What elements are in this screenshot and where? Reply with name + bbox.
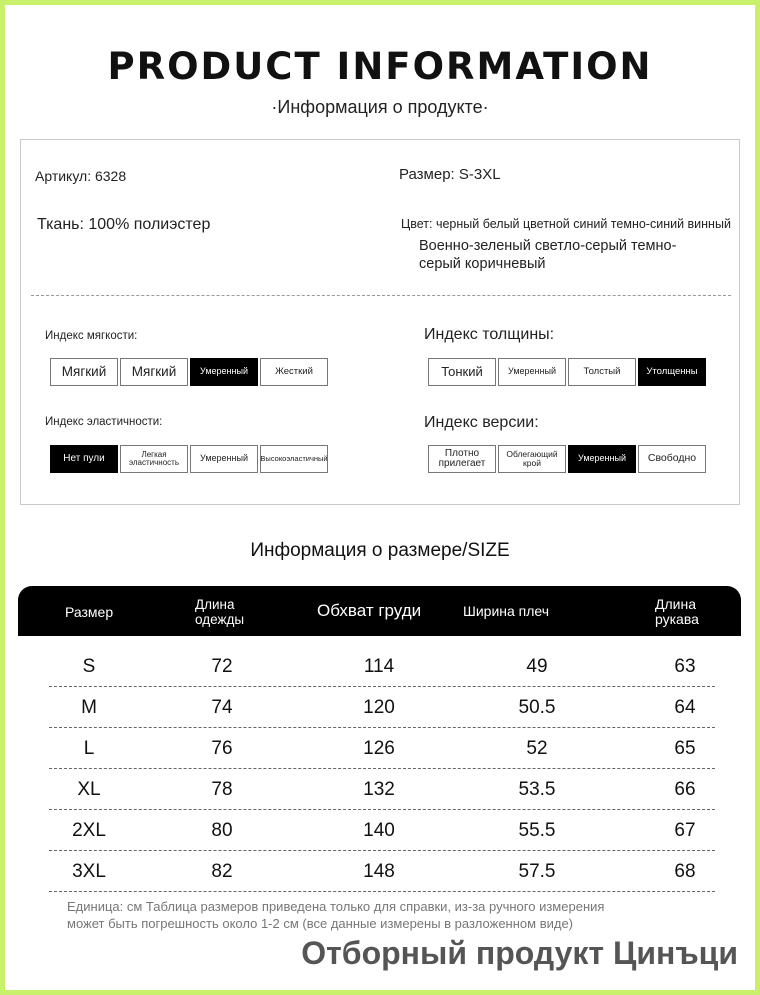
divider xyxy=(31,295,731,296)
size-range: Размер: S-3XL xyxy=(399,166,501,183)
elasticity-option-high: Высокоэластичный xyxy=(260,445,328,473)
table-row xyxy=(49,728,715,769)
cell-shoulder: 50.5 xyxy=(518,697,556,718)
table-row xyxy=(49,810,715,851)
softness-index-scale xyxy=(50,358,328,386)
brand-slogan: Отборный продукт Цинъци xyxy=(301,935,738,971)
cell-chest: 114 xyxy=(363,656,395,677)
fabric: Ткань: 100% полиэстер xyxy=(37,216,211,233)
cell-shoulder: 49 xyxy=(526,656,548,677)
cell-size: XL xyxy=(77,779,101,800)
cell-chest: 126 xyxy=(363,738,395,759)
note-line-2: может быть погрешность около 1-2 см (все данные измерены в разложенном виде) xyxy=(67,916,574,931)
softness-option-soft-2: Мягкий xyxy=(120,358,188,386)
thickness-option-thin: Тонкий xyxy=(428,358,496,386)
cell-length: 74 xyxy=(211,697,233,718)
cell-shoulder: 57.5 xyxy=(518,861,556,882)
cell-sleeve: 63 xyxy=(674,656,696,677)
fit-option-slim: Облегающий крой xyxy=(498,445,566,473)
colors-continued-2: серый коричневый xyxy=(419,256,546,272)
page-title: PRODUCT INFORMATION xyxy=(107,45,653,88)
softness-index-label: Индекс мягкости: xyxy=(45,330,138,342)
cell-chest: 132 xyxy=(363,779,395,800)
cell-sleeve: 64 xyxy=(674,697,696,718)
colors-label: Цвет: черный белый цветной синий темно-синий винный xyxy=(401,217,731,231)
table-row xyxy=(49,851,715,892)
cell-sleeve: 67 xyxy=(674,820,696,841)
header-chest: Обхват груди xyxy=(317,601,422,620)
cell-size: L xyxy=(83,738,95,759)
cell-length: 78 xyxy=(211,779,233,800)
thickness-index-label: Индекс толщины: xyxy=(424,326,555,343)
size-table-header xyxy=(18,586,741,636)
page-subtitle: ·Информация о продукте· xyxy=(271,97,489,117)
cell-length: 76 xyxy=(211,738,233,759)
cell-sleeve: 65 xyxy=(674,738,696,759)
thickness-option-extra-thick-selected: Утолщенны xyxy=(638,358,706,386)
measurement-note xyxy=(67,898,604,932)
cell-shoulder: 53.5 xyxy=(518,779,556,800)
cell-chest: 148 xyxy=(363,861,395,882)
cell-length: 82 xyxy=(211,861,233,882)
elasticity-index-scale xyxy=(50,445,328,473)
size-info-title: Информация о размере/SIZE xyxy=(250,540,510,561)
article-number: Артикул: 6328 xyxy=(35,168,127,184)
elasticity-option-light: Легкая эластичность xyxy=(120,445,188,473)
cell-size: 3XL xyxy=(72,861,106,882)
softness-option-soft-1: Мягкий xyxy=(50,358,118,386)
cell-size: 2XL xyxy=(72,820,106,841)
note-line-1: Единица: см Таблица размеров приведена только для справки, из-за ручного измерения xyxy=(67,899,605,914)
header-size: Размер xyxy=(65,604,114,620)
table-row xyxy=(49,646,715,687)
size-table-body xyxy=(49,646,715,892)
cell-shoulder: 55.5 xyxy=(518,820,556,841)
header-garment-length: Длина одежды xyxy=(195,597,245,627)
header-sleeve-length: Длина рукава xyxy=(655,596,699,628)
fit-option-moderate-selected: Умеренный xyxy=(568,445,636,473)
cell-chest: 120 xyxy=(363,697,395,718)
content-panel xyxy=(5,5,755,990)
cell-size: S xyxy=(82,656,96,677)
header-shoulder-width: Ширина плеч xyxy=(463,603,550,619)
cell-length: 72 xyxy=(211,656,233,677)
softness-option-moderate-selected: Умеренный xyxy=(190,358,258,386)
thickness-option-thick: Толстый xyxy=(568,358,636,386)
elasticity-option-moderate: Умеренный xyxy=(190,445,258,473)
cell-shoulder: 52 xyxy=(526,738,548,759)
cell-sleeve: 68 xyxy=(674,861,696,882)
fit-option-loose: Свободно xyxy=(638,445,706,473)
colors-continued-1: Военно-зеленый светло-серый темно- xyxy=(419,238,677,254)
cell-sleeve: 66 xyxy=(674,779,696,800)
elasticity-index-label: Индекс эластичности: xyxy=(45,416,163,428)
fit-index-label: Индекс версии: xyxy=(424,414,539,431)
cell-length: 80 xyxy=(211,820,233,841)
elasticity-option-none-selected: Нет пули xyxy=(50,445,118,473)
softness-option-hard: Жесткий xyxy=(260,358,328,386)
thickness-index-scale xyxy=(428,358,706,386)
product-info-box xyxy=(20,139,740,505)
cell-chest: 140 xyxy=(363,820,395,841)
cell-size: M xyxy=(81,697,97,718)
fit-index-scale xyxy=(428,445,706,473)
thickness-option-moderate: Умеренный xyxy=(498,358,566,386)
table-row xyxy=(49,769,715,810)
table-row xyxy=(49,687,715,728)
fit-option-tight: Плотно прилегает xyxy=(428,445,496,473)
